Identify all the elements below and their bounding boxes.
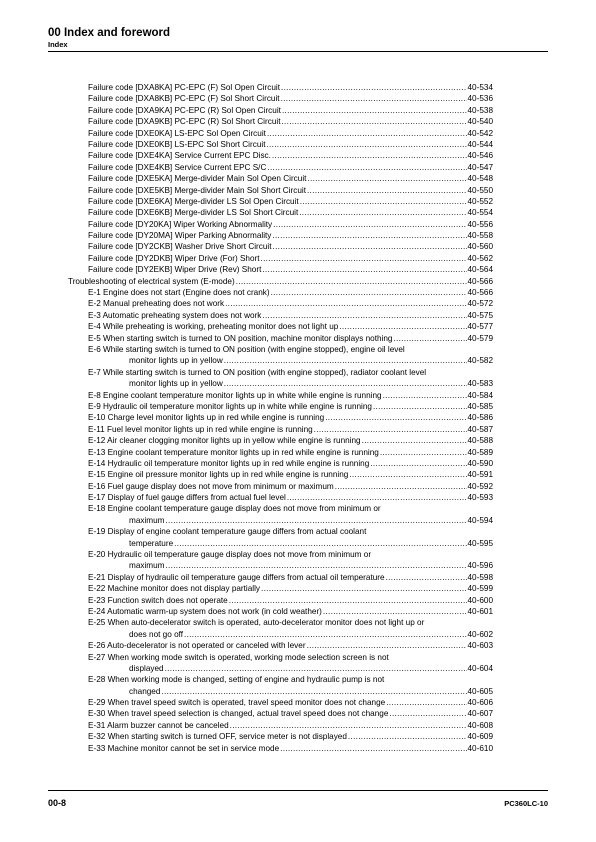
toc-entry[interactable] bbox=[88, 697, 596, 708]
toc-entry-title: E-10 Charge level monitor lights up in red while engine is running bbox=[88, 413, 325, 423]
toc-entry-title: E-16 Fuel gauge display does not move from minimum or maximum bbox=[88, 481, 334, 491]
toc-entry-page: 40-582 bbox=[467, 356, 493, 366]
toc-entry[interactable] bbox=[88, 435, 596, 446]
toc-entry-page: 40-564 bbox=[467, 265, 493, 275]
toc-entry-title: E-24 Automatic warm-up system does not work (in cold weather) bbox=[88, 606, 322, 616]
dot-leader bbox=[380, 447, 467, 458]
toc-entry-title: E-32 When starting switch is turned OFF, service meter is not displayed bbox=[88, 732, 347, 742]
toc-entry-title: does not go off bbox=[129, 629, 184, 639]
toc-entry[interactable] bbox=[88, 401, 596, 412]
toc-entry[interactable] bbox=[88, 595, 596, 606]
toc-entry[interactable] bbox=[88, 253, 596, 264]
toc-entry-page: 40-608 bbox=[467, 720, 493, 730]
section-subtitle: Index bbox=[48, 40, 68, 49]
toc-entry[interactable] bbox=[88, 219, 596, 230]
toc-entry-title: E-15 Engine oil pressure monitor lights up in red while engine is running bbox=[88, 470, 349, 480]
toc-entry-page: 40-588 bbox=[467, 436, 493, 446]
dot-leader bbox=[165, 560, 466, 571]
toc-entry-title: displayed bbox=[129, 663, 164, 673]
toc-entry-title: E-14 Hydraulic oil temperature monitor lights up in red while engine is running bbox=[88, 458, 370, 468]
toc-entry-title: E-1 Engine does not start (Engine does not crank) bbox=[88, 288, 270, 298]
dot-leader bbox=[300, 196, 467, 207]
toc-entry-page: 40-554 bbox=[467, 208, 493, 218]
dot-leader bbox=[230, 720, 467, 731]
toc-entry-page: 40-544 bbox=[467, 139, 493, 149]
dot-leader bbox=[282, 105, 467, 116]
dot-leader bbox=[349, 469, 466, 480]
toc-entry[interactable] bbox=[129, 515, 596, 526]
dot-leader bbox=[389, 708, 466, 719]
toc-entry[interactable] bbox=[88, 606, 596, 617]
toc-entry-page: 40-536 bbox=[467, 94, 493, 104]
toc-entry-page: 40-538 bbox=[467, 105, 493, 115]
toc-entry-title: Failure code [DXE4KB] Service Current EPC S/C bbox=[88, 162, 267, 172]
toc-entry-title: E-19 Display of engine coolant temperature gauge differs from actual coolant bbox=[88, 527, 367, 537]
toc-entry-page: 40-603 bbox=[467, 641, 493, 651]
toc-entry-page: 40-587 bbox=[467, 424, 493, 434]
toc-entry[interactable] bbox=[68, 276, 596, 287]
toc-entry-page: 40-591 bbox=[467, 470, 493, 480]
toc-entry-page: 40-550 bbox=[467, 185, 493, 195]
toc-entry-page: 40-556 bbox=[467, 219, 493, 229]
dot-leader bbox=[184, 629, 466, 640]
toc-entry-title: Failure code [DY2DKB] Wiper Drive (For) Short bbox=[88, 253, 260, 263]
toc-entry bbox=[88, 526, 596, 537]
toc-entry-title: monitor lights up in yellow bbox=[129, 356, 223, 366]
toc-entry-page: 40-584 bbox=[467, 390, 493, 400]
toc-entry[interactable] bbox=[88, 424, 596, 435]
dot-leader bbox=[299, 207, 466, 218]
toc-entry bbox=[88, 549, 596, 560]
toc-entry[interactable] bbox=[129, 355, 596, 366]
page-number: 00-8 bbox=[48, 798, 67, 808]
toc-entry-page: 40-534 bbox=[467, 83, 493, 92]
toc-entry[interactable] bbox=[88, 390, 596, 401]
toc-entry-title: E-33 Machine monitor cannot be set in service mode bbox=[88, 743, 280, 753]
toc-entry-page: 40-577 bbox=[467, 322, 493, 332]
toc-entry[interactable] bbox=[88, 207, 596, 218]
toc-entry-page: 40-609 bbox=[467, 732, 493, 742]
toc-entry[interactable] bbox=[88, 139, 596, 150]
dot-leader bbox=[383, 390, 467, 401]
toc-entry-page: 40-560 bbox=[467, 242, 493, 252]
dot-leader bbox=[325, 412, 466, 423]
toc-entry-page: 40-546 bbox=[467, 151, 493, 161]
dot-leader bbox=[271, 287, 467, 298]
toc-entry-title: Failure code [DXA8KA] PC-EPC (F) Sol Open Circuit bbox=[88, 83, 281, 92]
toc-entry-page: 40-552 bbox=[467, 196, 493, 206]
dot-leader bbox=[281, 93, 467, 104]
toc-entry-page: 40-548 bbox=[467, 174, 493, 184]
dot-leader bbox=[339, 321, 466, 332]
toc-entry-title: E-30 When travel speed selection is changed, actual travel speed does not change bbox=[88, 709, 389, 719]
dot-leader bbox=[224, 355, 467, 366]
toc-entry[interactable] bbox=[88, 162, 596, 173]
toc-entry-page: 40-599 bbox=[467, 584, 493, 594]
page-header bbox=[48, 26, 170, 50]
dot-leader bbox=[267, 162, 466, 173]
toc-entry[interactable] bbox=[88, 264, 596, 275]
toc-entry-title: E-27 When working mode switch is operated, working mode selection screen is not bbox=[88, 652, 389, 662]
toc-entry[interactable] bbox=[129, 629, 596, 640]
toc-entry-page: 40-558 bbox=[467, 231, 493, 241]
toc-entry-page: 40-601 bbox=[467, 606, 493, 616]
toc-entry-title: E-31 Alarm buzzer cannot be canceled bbox=[88, 720, 229, 730]
toc-entry-title: changed bbox=[129, 686, 161, 696]
toc-entry-title: E-20 Hydraulic oil temperature gauge display does not move from minimum or bbox=[88, 550, 372, 560]
toc-entry bbox=[88, 344, 596, 355]
toc-entry-title: Failure code [DXA9KA] PC-EPC (R) Sol Open Circuit bbox=[88, 105, 281, 115]
toc-entry[interactable] bbox=[88, 583, 596, 594]
toc-entry-title: Failure code [DXE0KB] LS-EPC Sol Short Circuit bbox=[88, 139, 266, 149]
toc-entry[interactable] bbox=[88, 173, 596, 184]
toc-entry-page: 40-600 bbox=[467, 595, 493, 605]
toc-entry[interactable] bbox=[88, 310, 596, 321]
toc-entry[interactable] bbox=[88, 105, 596, 116]
toc-entry-title: Failure code [DY2EKB] Wiper Drive (Rev) Short bbox=[88, 265, 262, 275]
toc-entry[interactable] bbox=[88, 298, 596, 309]
dot-leader bbox=[165, 663, 467, 674]
toc-entry-title: E-2 Manual preheating does not work bbox=[88, 299, 225, 309]
dot-leader bbox=[370, 458, 466, 469]
table-of-contents bbox=[0, 82, 596, 754]
dot-leader bbox=[393, 333, 466, 344]
toc-entry-page: 40-604 bbox=[467, 663, 493, 673]
toc-entry[interactable] bbox=[129, 560, 596, 571]
dot-leader bbox=[272, 150, 467, 161]
dot-leader bbox=[261, 253, 467, 264]
toc-entry-title: E-6 While starting switch is turned to ON position (with engine stopped), engine oil level bbox=[88, 344, 405, 354]
toc-entry-page: 40-596 bbox=[467, 561, 493, 571]
toc-entry-title: E-5 When starting switch is turned to ON position, machine monitor displays nothing bbox=[88, 333, 393, 343]
toc-entry[interactable] bbox=[88, 720, 596, 731]
toc-entry-page: 40-607 bbox=[467, 709, 493, 719]
toc-entry-page: 40-572 bbox=[467, 299, 493, 309]
toc-entry[interactable] bbox=[88, 128, 596, 139]
toc-entry[interactable] bbox=[88, 150, 596, 161]
footer-divider bbox=[48, 790, 548, 791]
model-name: PC360LC-10 bbox=[504, 799, 548, 808]
toc-entry-page: 40-542 bbox=[467, 128, 493, 138]
toc-entry-title: E-17 Display of fuel gauge differs from actual fuel level bbox=[88, 493, 286, 503]
toc-entry-title: E-23 Function switch does not operate bbox=[88, 595, 228, 605]
dot-leader bbox=[267, 128, 467, 139]
toc-entry bbox=[88, 367, 596, 378]
toc-entry[interactable] bbox=[88, 481, 596, 492]
toc-entry-page: 40-598 bbox=[467, 572, 493, 582]
toc-entry-title: E-3 Automatic preheating system does not work bbox=[88, 310, 262, 320]
toc-entry-title: E-28 When working mode is changed, setting of engine and hydraulic pump is not bbox=[88, 675, 385, 685]
toc-entry-title: Failure code [DY20KA] Wiper Working Abnormality bbox=[88, 219, 273, 229]
toc-entry-page: 40-605 bbox=[467, 686, 493, 696]
toc-entry[interactable] bbox=[88, 287, 596, 298]
toc-entry-title: E-12 Air cleaner clogging monitor lights up in yellow while engine is running bbox=[88, 436, 361, 446]
toc-entry[interactable] bbox=[88, 412, 596, 423]
header-divider bbox=[48, 51, 548, 52]
dot-leader bbox=[314, 424, 467, 435]
dot-leader bbox=[348, 731, 467, 742]
toc-entry-page: 40-592 bbox=[467, 481, 493, 491]
toc-entry[interactable] bbox=[88, 743, 596, 754]
toc-entry-page: 40-575 bbox=[467, 310, 493, 320]
toc-entry[interactable] bbox=[88, 492, 596, 503]
dot-leader bbox=[262, 310, 466, 321]
dot-leader bbox=[261, 583, 466, 594]
toc-entry[interactable] bbox=[88, 321, 596, 332]
toc-entry-title: E-22 Machine monitor does not display partially bbox=[88, 584, 261, 594]
toc-entry[interactable] bbox=[88, 116, 596, 127]
toc-entry-title: Failure code [DXE6KA] Merge-divider LS Sol Open Circuit bbox=[88, 196, 299, 206]
toc-entry-title: E-11 Fuel level monitor lights up in red while engine is running bbox=[88, 424, 313, 434]
dot-leader bbox=[281, 82, 466, 93]
dot-leader bbox=[236, 276, 467, 287]
dot-leader bbox=[307, 185, 467, 196]
dot-leader bbox=[335, 481, 467, 492]
toc-entry-title: Failure code [DXE4KA] Service Current EPC Disc. bbox=[88, 151, 271, 161]
dot-leader bbox=[287, 492, 467, 503]
dot-leader bbox=[225, 298, 466, 309]
toc-entry-title: Failure code [DY2CKB] Washer Drive Short Circuit bbox=[88, 242, 272, 252]
toc-entry-page: 40-589 bbox=[467, 447, 493, 457]
toc-entry-title: monitor lights up in yellow bbox=[129, 379, 223, 389]
dot-leader bbox=[165, 515, 466, 526]
toc-entry-title: E-7 While starting switch is turned to ON position (with engine stopped), radiator coolant level bbox=[88, 367, 427, 377]
dot-leader bbox=[307, 640, 467, 651]
dot-leader bbox=[229, 595, 467, 606]
toc-entry[interactable] bbox=[129, 378, 596, 389]
toc-entry-page: 40-595 bbox=[467, 538, 493, 548]
toc-entry-title: E-18 Engine coolant temperature gauge display does not move from minimum or bbox=[88, 504, 381, 514]
dot-leader bbox=[273, 219, 466, 230]
dot-leader bbox=[280, 743, 466, 754]
toc-entry-title: Failure code [DXA8KB] PC-EPC (F) Sol Short Circuit bbox=[88, 94, 280, 104]
dot-leader bbox=[161, 686, 466, 697]
toc-entry-page: 40-602 bbox=[467, 629, 493, 639]
dot-leader bbox=[373, 401, 467, 412]
toc-entry[interactable] bbox=[88, 333, 596, 344]
toc-entry[interactable] bbox=[88, 640, 596, 651]
toc-entry[interactable] bbox=[88, 572, 596, 583]
toc-entry[interactable] bbox=[88, 230, 596, 241]
toc-entry bbox=[88, 617, 596, 628]
dot-leader bbox=[272, 230, 466, 241]
toc-entry bbox=[88, 503, 596, 514]
toc-entry-page: 40-590 bbox=[467, 458, 493, 468]
toc-entry-title: E-13 Engine coolant temperature monitor lights up in red while engine is running bbox=[88, 447, 379, 457]
toc-entry-title: Failure code [DXE6KB] Merge-divider LS Sol Short Circuit bbox=[88, 208, 299, 218]
toc-entry[interactable] bbox=[88, 731, 596, 742]
toc-entry-page: 40-586 bbox=[467, 413, 493, 423]
toc-entry-title: Failure code [DXE0KA] LS-EPC Sol Open Circuit bbox=[88, 128, 266, 138]
toc-entry[interactable] bbox=[88, 469, 596, 480]
dot-leader bbox=[362, 435, 467, 446]
dot-leader bbox=[281, 116, 466, 127]
toc-entry-title: Troubleshooting of electrical system (E-mode) bbox=[68, 276, 235, 286]
dot-leader bbox=[262, 264, 466, 275]
toc-entry-title: E-8 Engine coolant temperature monitor lights up in white while engine is running bbox=[88, 390, 382, 400]
toc-entry bbox=[88, 652, 596, 663]
toc-entry-page: 40-566 bbox=[467, 276, 493, 286]
toc-entry-title: E-9 Hydraulic oil temperature monitor lights up in white while engine is running bbox=[88, 401, 372, 411]
toc-entry-title: E-25 When auto-decelerator switch is operated, auto-decelerator monitor does not light up or bbox=[88, 618, 425, 628]
dot-leader bbox=[323, 606, 467, 617]
toc-entry-page: 40-606 bbox=[467, 698, 493, 708]
toc-entry-title: maximum bbox=[129, 561, 165, 571]
dot-leader bbox=[307, 173, 466, 184]
toc-entry-title: Failure code [DXE5KB] Merge-divider Main Sol Short Circuit bbox=[88, 185, 306, 195]
toc-entry-page: 40-540 bbox=[467, 117, 493, 127]
toc-entry-title: maximum bbox=[129, 515, 165, 525]
toc-entry[interactable] bbox=[88, 82, 596, 93]
toc-entry[interactable] bbox=[88, 93, 596, 104]
toc-entry-title: Failure code [DY20MA] Wiper Parking Abnormality bbox=[88, 231, 272, 241]
dot-leader bbox=[266, 139, 466, 150]
toc-entry[interactable] bbox=[88, 447, 596, 458]
toc-entry-page: 40-610 bbox=[467, 743, 493, 753]
toc-entry-page: 40-583 bbox=[467, 379, 493, 389]
dot-leader bbox=[224, 378, 467, 389]
toc-entry-title: E-21 Display of hydraulic oil temperature gauge differs from actual oil temperature bbox=[88, 572, 385, 582]
toc-entry-title: Failure code [DXA9KB] PC-EPC (R) Sol Short Circuit bbox=[88, 117, 281, 127]
toc-entry-title: E-29 When travel speed switch is operated, travel speed monitor does not change bbox=[88, 698, 386, 708]
toc-entry-title: E-4 While preheating is working, preheating monitor does not light up bbox=[88, 322, 339, 332]
dot-leader bbox=[386, 697, 466, 708]
toc-entry[interactable] bbox=[88, 185, 596, 196]
chapter-title: 00 Index and foreword bbox=[48, 27, 171, 39]
toc-entry-page: 40-593 bbox=[467, 493, 493, 503]
toc-entry-title: temperature bbox=[129, 538, 174, 548]
toc-entry-page: 40-562 bbox=[467, 253, 493, 263]
toc-entry bbox=[88, 674, 596, 685]
toc-entry-page: 40-594 bbox=[467, 515, 493, 525]
toc-entry-page: 40-579 bbox=[467, 333, 493, 343]
toc-entry-page: 40-547 bbox=[467, 162, 493, 172]
toc-entry-title: E-26 Auto-decelerator is not operated or canceled with lever bbox=[88, 641, 306, 651]
dot-leader bbox=[386, 572, 467, 583]
toc-entry[interactable] bbox=[88, 241, 596, 252]
toc-entry[interactable] bbox=[129, 538, 596, 549]
toc-entry-page: 40-566 bbox=[467, 288, 493, 298]
toc-entry-title: Failure code [DXE5KA] Merge-divider Main Sol Open Circuit bbox=[88, 174, 307, 184]
toc-entry[interactable] bbox=[88, 708, 596, 719]
toc-entry[interactable] bbox=[129, 686, 596, 697]
dot-leader bbox=[174, 538, 466, 549]
dot-leader bbox=[273, 241, 467, 252]
toc-entry[interactable] bbox=[88, 196, 596, 207]
toc-entry[interactable] bbox=[129, 663, 596, 674]
toc-entry[interactable] bbox=[88, 458, 596, 469]
toc-entry-page: 40-585 bbox=[467, 401, 493, 411]
